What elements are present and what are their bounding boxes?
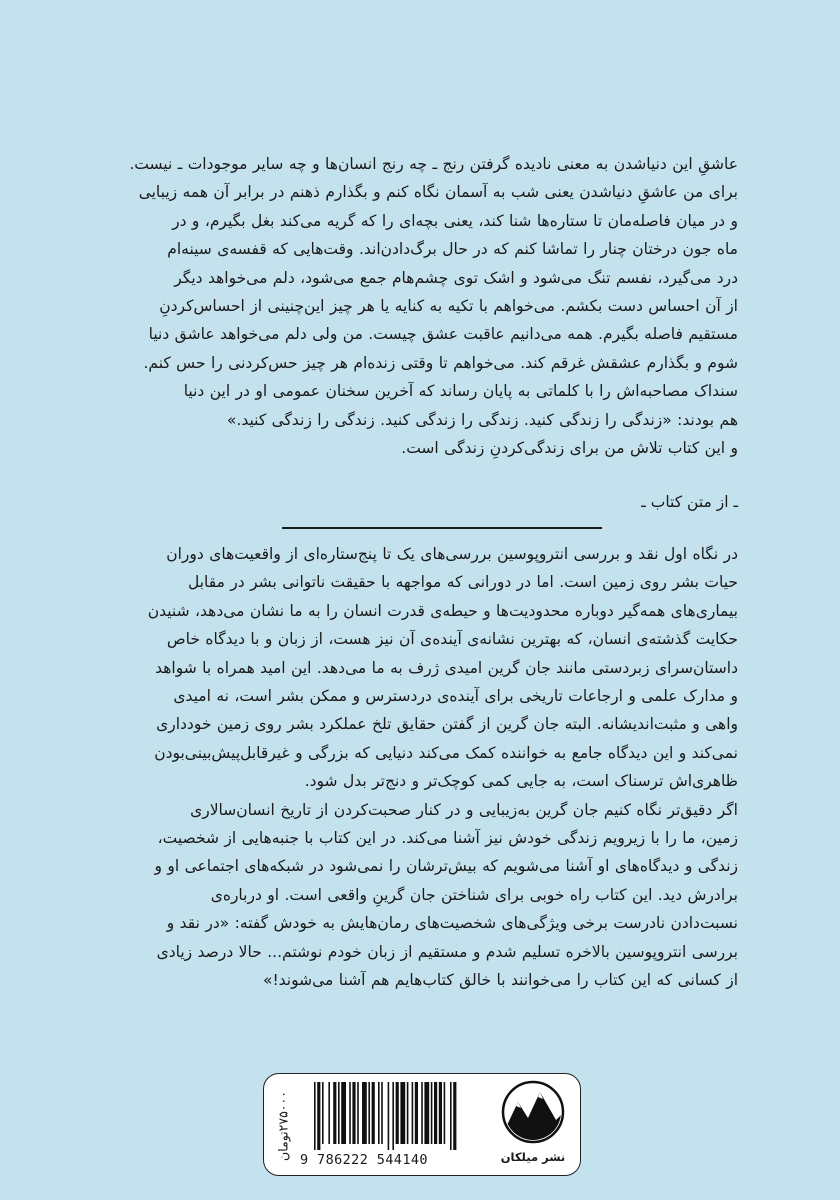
excerpt-line: شوم و بگذارم عشقش غرقم کند. می‌خواهم تا وقتی زنده‌ام هر چیز حس‌کردنی را حس کنم. [143,353,738,372]
isbn-barcode [312,1082,488,1150]
excerpt-line: هم بودند: «زندگی را زندگی کنید. زندگی را زندگی کنید. زندگی را زندگی کنید.» [226,410,738,429]
excerpt-line: سنداک مصاحبه‌اش را با کلماتی به پایان رساند که آخرین سخنان عمومی او در این دنیا [183,382,738,401]
barcode-bar [314,1082,316,1150]
excerpt-line: ماه جون درختان چنار را تماشا کنم که در حال برگ‌دادن‌اند. وقت‌هایی که قفسه‌ی سینه‌ام [167,240,738,259]
review-line: ظاهری‌اش ترسناک است، به جایی کمی کوچک‌تر و دنج‌تر بدل شود. [304,772,738,791]
review-line: برادرش دید. این کتاب راه خوبی برای شناختن جان گرینِ واقعی است. او درباره‌ی [210,885,738,904]
barcode-bar [450,1082,452,1150]
review-line: حکایت گذشته‌ی انسان، که بهترین نشانه‌ی آینده‌ی آن نیز هست، از زبان و با دیدگاه خاص [166,630,738,649]
review-line: حیات بشر روی زمین است. اما در دورانی که مواجهه با حقیقت ناتوانی بشر در مقابل [187,573,738,592]
barcode-bar [328,1082,330,1144]
barcode-bar [421,1082,423,1144]
excerpt-line: عاشقِ این دنیاشدن به معنی نادیده گرفتن رنج ـ چه رنج انسان‌ها و چه سایر موجودات ـ نیست. [129,155,738,173]
excerpt-line: درد می‌گیرد، نفسم تنگ می‌شود و اشک توی چشم‌هام جمع می‌شود، دلم می‌خواهد دیگر [174,268,738,287]
book-review [104,540,738,995]
barcode-bar [396,1082,399,1144]
review-line: داستان‌سرای زبردستی مانند جان گرین امیدی ژرف به ما می‌دهد. این امید همراه با شواهد [155,658,738,677]
barcode-bar [412,1082,414,1144]
barcode-bar [352,1082,355,1144]
excerpt-line: برای من عاشقِ دنیاشدن یعنی شب به آسمان نگاه کنم و بگذارم ذهنم در برابر آن همه زیبایی [138,183,738,202]
barcode-bar [444,1082,446,1144]
mountains-icon [498,1080,568,1144]
excerpt-line: از آن احساس دست بکشم. می‌خواهم با تکیه به کنایه یا هر چیز این‌چنینی از احساس‌کردنِ [159,297,738,316]
barcode-bar [392,1082,394,1150]
review-line: واهی و مثبت‌اندیشانه. البته جان گرین از گفتن حقایق تلخ عملکرد بشر روی زمین خودداری [156,715,738,734]
barcode-bar [338,1082,340,1144]
barcode-bar [388,1082,390,1150]
barcode-bar [415,1082,418,1144]
review-line: نمی‌کند و این دیدگاه جامع به خواننده کمک می‌کند دنیایی که بزرگی و غیرقابل‌پیش‌بینی‌بودن [154,743,738,762]
publisher-name: نشر میلکان [500,1150,566,1164]
barcode-bar [424,1082,429,1144]
barcode-panel [263,1073,581,1176]
excerpt-line: و این کتاب تلاش من برای زندگی‌کردنِ زندگی است. [401,439,738,458]
excerpt-line: مستقیم فاصله بگیرم. همه می‌دانیم عاقبت عشق چیست. من ولی دلم می‌خواهد عاشق دنیا [148,325,738,344]
excerpt-line: و در میان فاصله‌مان تا ستاره‌ها شنا کند، یعنی بچه‌ای را که گریه می‌کند بغل بگیرم، و در [172,211,738,230]
review-line: بیماری‌های همه‌گیر دوباره محدودیت‌ها و حیطه‌ی قدرت انسان را به ما نشان می‌دهد، شنیدن [147,601,738,620]
barcode-bar [317,1082,320,1150]
review-line: در نگاه اول نقد و بررسی انتروپوسین بررسی‌های یک تا پنج‌ستاره‌ای از واقعیت‌های دوران [166,545,738,563]
barcode-bar [381,1082,383,1144]
review-line: از کسانی که این کتاب را می‌خوانند با خالق کتاب‌هایم هم آشنا می‌شوند!» [262,971,738,990]
barcode-bar [333,1082,336,1144]
barcode-bar [378,1082,380,1144]
barcode-bar [439,1082,442,1144]
review-line: زمین، ما را با زیرویم زندگی خودش نیز آشنا می‌کند. در این کتاب با جنبه‌هایی از شخصیت، [157,829,738,848]
barcode-bar [362,1082,367,1144]
isbn-number: 9 786222 544140 [300,1152,428,1168]
price-label: ۲۷۵۰۰۰تومان [275,1091,291,1161]
excerpt-source: ـ از متن کتاب ـ [641,493,738,511]
barcode-bar [368,1082,370,1144]
review-line: زندگی و دیدگاه‌های او آشنا می‌شویم که بیش‌ترشان را نمی‌شود در شبکه‌های اجتماعی او و [154,857,738,876]
barcode-bar [357,1082,359,1144]
barcode-bar [431,1082,433,1144]
book-excerpt [104,150,738,462]
price-label-wrap [266,1082,300,1170]
review-line: بررسی انتروپوسین بالاخره تسلیم شدم و مستقیم از زبان خودم نوشتم... حالا درصد زیادی [156,942,738,961]
barcode-bar [400,1082,405,1144]
review-line: و مدارک علمی و ارجاعات تاریخی برای آینده‌ی دردسترس و ممکن بشر است، نه امیدی [173,687,738,706]
barcode-bar [453,1082,456,1150]
barcode-bar [372,1082,375,1144]
barcode-bar [341,1082,346,1144]
barcode-bar [322,1082,324,1144]
barcode-bar [434,1082,437,1144]
barcode-bar [349,1082,351,1144]
review-line: اگر دقیق‌تر نگاه کنیم جان گرین به‌زیبایی و در کنار صحبت‌کردن از تاریخ انسان‌سالاری [190,800,738,819]
barcode-bar [407,1082,409,1144]
section-divider [282,527,602,529]
review-line: نسبت‌دادن نادرست برخی ویژگی‌های شخصیت‌های رمان‌هایش به خودش گفته: «در نقد و [166,914,738,933]
